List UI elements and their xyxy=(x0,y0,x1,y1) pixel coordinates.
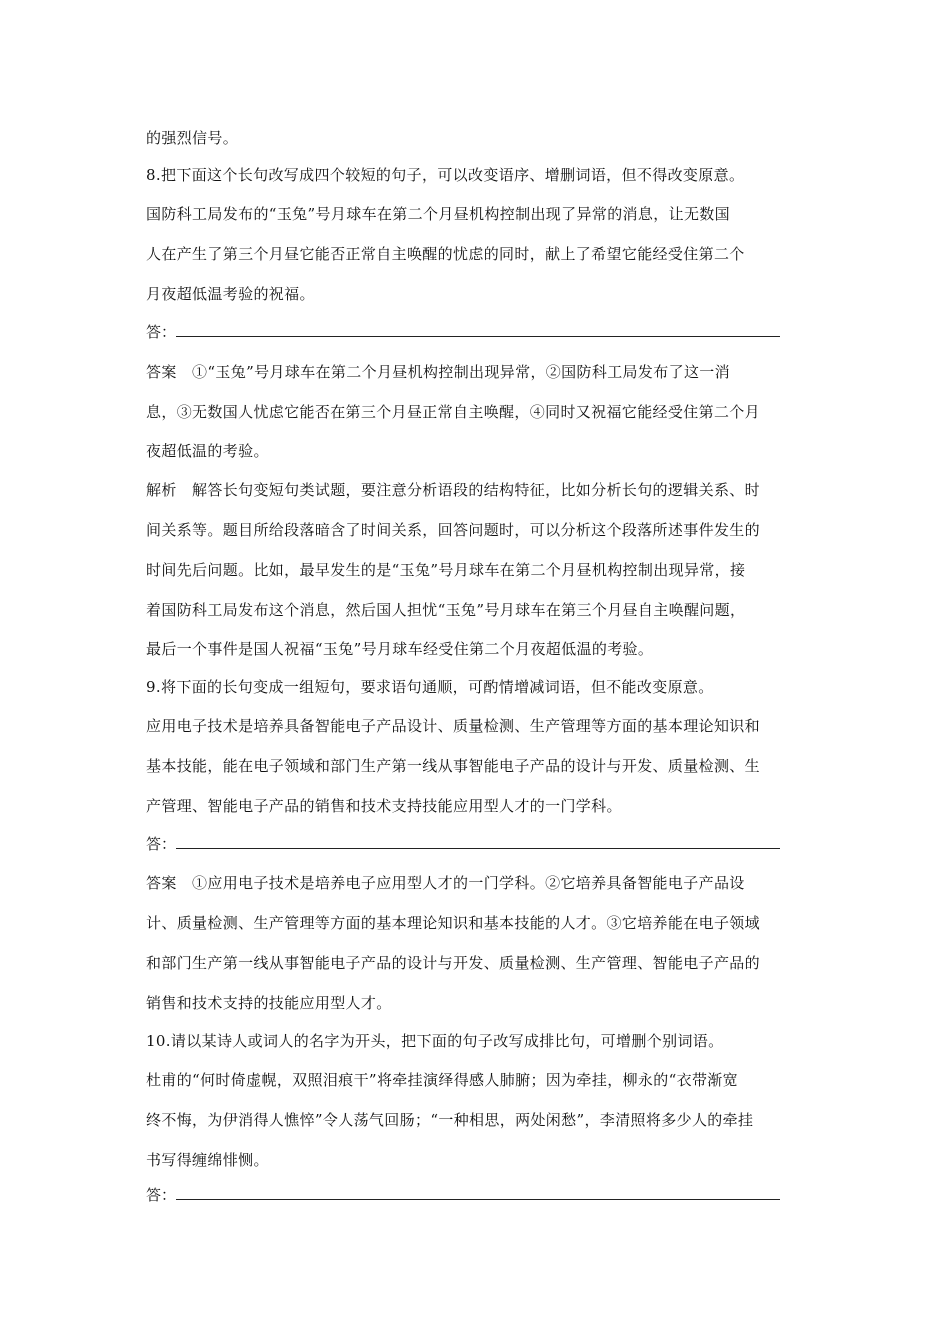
text-line: 时间先后问题。比如，最早发生的是“玉兔”号月球车在第二个月昼机构控制出现异常，接 xyxy=(146,561,746,579)
answer-label: 答： xyxy=(146,835,177,853)
text-line: 和部门生产第一线从事智能电子产品的设计与开发、质量检测、生产管理、智能电子产品的 xyxy=(146,954,761,972)
text-line: 销售和技术支持的技能应用型人才。 xyxy=(146,994,392,1012)
text-line: 基本技能，能在电子领域和部门生产第一线从事智能电子产品的设计与开发、质量检测、生 xyxy=(146,757,761,775)
text-line: 终不悔，为伊消得人憔悴”令人荡气回肠；“一种相思，两处闲愁”，李清照将多少人的牵挂 xyxy=(146,1111,754,1129)
text-line: 答案 ①应用电子技术是培养电子应用型人才的一门学科。②它培养具备智能电子产品设 xyxy=(146,874,745,892)
question-10: 10.请以某诗人或词人的名字为开头，把下面的句子改写成排比句，可增删个别词语。 xyxy=(146,1032,724,1050)
text-line: 间关系等。题目所给段落暗含了时间关系，回答问题时，可以分析这个段落所述事件发生的 xyxy=(146,521,761,539)
text-line: 着国防科工局发布这个消息，然后国人担忧“玉兔”号月球车在第三个月昼自主唤醒问题， xyxy=(146,601,746,619)
text-line: 国防科工局发布的“玉兔”号月球车在第二个月昼机构控制出现了异常的消息，让无数国 xyxy=(146,205,730,223)
text-line: 计、质量检测、生产管理等方面的基本理论知识和基本技能的人才。③它培养能在电子领域 xyxy=(146,914,761,932)
text-line: 书写得缠绵悱恻。 xyxy=(146,1151,269,1169)
text-line: 应用电子技术是培养具备智能电子产品设计、质量检测、生产管理等方面的基本理论知识和 xyxy=(146,717,761,735)
answer-blank-8 xyxy=(146,322,786,342)
answer-underline xyxy=(176,322,780,337)
text-line: 夜超低温的考验。 xyxy=(146,442,269,460)
text-line: 解析 解答长句变短句类试题，要注意分析语段的结构特征，比如分析长句的逻辑关系、时 xyxy=(146,481,761,499)
question-9: 9.将下面的长句变成一组短句，要求语句通顺，可酌情增减词语，但不能改变原意。 xyxy=(146,678,714,696)
text-line: 人在产生了第三个月昼它能否正常自主唤醒的忧虑的同时，献上了希望它能经受住第二个 xyxy=(146,245,745,263)
text-line: 最后一个事件是国人祝福“玉兔”号月球车经受住第二个月夜超低温的考验。 xyxy=(146,640,654,658)
question-8: 8.把下面这个长句改写成四个较短的句子，可以改变语序、增删词语，但不得改变原意。 xyxy=(146,166,745,184)
answer-blank-10 xyxy=(146,1185,786,1205)
answer-underline xyxy=(176,1185,780,1200)
text-line: 的强烈信号。 xyxy=(146,129,239,147)
text-line: 杜甫的“何时倚虚幌，双照泪痕干”将牵挂演绎得感人肺腑；因为牵挂，柳永的“衣带渐宽 xyxy=(146,1071,739,1089)
answer-underline xyxy=(176,834,780,849)
answer-label: 答： xyxy=(146,323,177,341)
text-line: 月夜超低温考验的祝福。 xyxy=(146,285,315,303)
text-line: 息，③无数国人忧虑它能否在第三个月昼正常自主唤醒，④同时又祝福它能经受住第二个月 xyxy=(146,403,761,421)
answer-label: 答： xyxy=(146,1186,177,1204)
answer-blank-9 xyxy=(146,834,786,854)
text-line: 产管理、智能电子产品的销售和技术支持技能应用型人才的一门学科。 xyxy=(146,797,622,815)
text-line: 答案 ①“玉兔”号月球车在第二个月昼机构控制出现异常，②国防科工局发布了这一消 xyxy=(146,363,730,381)
